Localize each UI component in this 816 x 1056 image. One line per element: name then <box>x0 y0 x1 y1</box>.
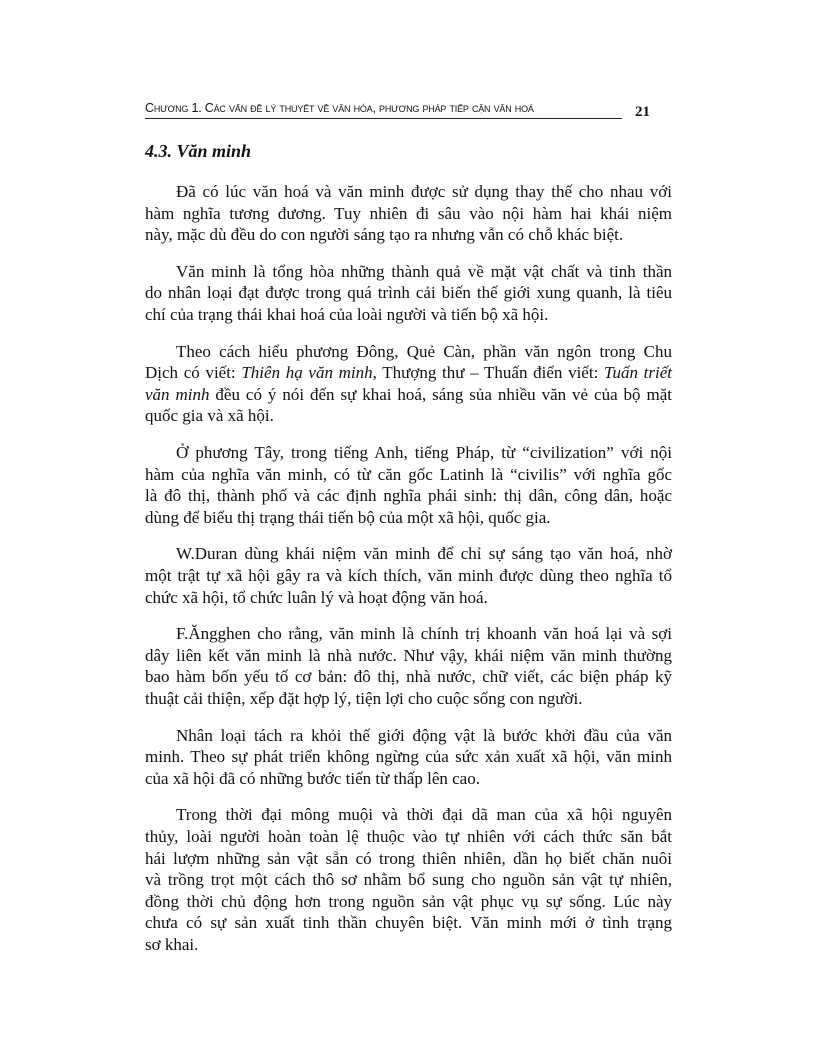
text-segment: W.Duran dùng khái niệm văn minh để chỉ sự sáng tạo văn hoá, nhờ <box>176 544 672 564</box>
text-segment: quốc gia và xã hội. <box>145 406 274 426</box>
text-segment: của xã hội đã có những bước tiến từ thấp lên cao. <box>145 768 480 788</box>
paragraph-line <box>176 804 672 826</box>
text-segment: minh. Theo sự phát triển không ngừng của sức xản xuất xã hội, văn minh <box>145 747 672 767</box>
page-number: 21 <box>635 104 650 120</box>
paragraph-line <box>145 934 672 956</box>
paragraph-line <box>145 224 672 246</box>
paragraph-line <box>145 891 672 913</box>
paragraph-line <box>145 405 672 427</box>
text-segment: hàm nghĩa tương đương. Tuy nhiên đi sâu vào nội hàm hai khái niệm <box>145 203 672 223</box>
paragraph-line <box>145 362 672 384</box>
text-segment: dây liên kết văn minh là nhà nước. Như vậy, khái niệm văn minh thường <box>145 645 672 665</box>
italic-text: văn minh <box>145 384 210 404</box>
text-segment: Ở phương Tây, trong tiếng Anh, tiếng Pháp, từ “civilization” với nội <box>176 443 672 462</box>
italic-text: Thiên hạ văn minh <box>241 363 373 383</box>
paragraph-line <box>176 623 672 645</box>
paragraph-line <box>176 181 672 203</box>
paragraph-line <box>145 666 672 688</box>
paragraph-line <box>145 688 672 710</box>
text-segment: chưa có sự sản xuất tinh thần chuyên biệt. Văn minh mới ở tình trạng <box>145 913 672 933</box>
paragraph-line <box>145 746 672 768</box>
paragraph-line <box>176 341 672 363</box>
section-heading: 4.3. Văn minh <box>145 141 252 161</box>
text-segment: Nhân loại tách ra khỏi thế giới động vật là bước khởi đầu của văn <box>176 725 672 745</box>
text-segment: bao hàm bốn yếu tố cơ bản: đô thị, nhà nước, chữ viết, các biện pháp kỹ <box>145 667 672 687</box>
text-segment: Văn minh là tổng hòa những thành quả về mặt vật chất và tinh thần <box>176 261 672 281</box>
paragraph-line <box>145 587 672 609</box>
paragraph-line <box>145 282 672 304</box>
paragraph-line <box>145 826 672 848</box>
text-segment: là đô thị, thành phố và các định nghĩa phái sinh: thị dân, công dân, hoặc <box>145 486 672 506</box>
text-segment: thuật cải thiện, xếp đặt hợp lý, tiện lợi cho cuộc sống con người. <box>145 689 583 708</box>
text-segment: hái lượm những sản vật sẵn có trong thiên nhiên, dần họ biết chăn nuôi <box>145 848 672 868</box>
text-segment: chức xã hội, tổ chức luân lý và hoạt động văn hoá. <box>145 587 488 607</box>
text-segment: này, mặc dù đều do con người sáng tạo ra nhưng vẫn có chỗ khác biệt. <box>145 225 624 245</box>
paragraph-line <box>145 912 672 934</box>
paragraph-line <box>145 645 672 667</box>
paragraph-line <box>176 442 672 464</box>
paragraph-line <box>145 507 672 529</box>
paragraph-line <box>145 485 672 507</box>
paragraph-line <box>145 203 672 225</box>
text-segment: và trồng trọt một cách thô sơ nhằm bổ sung cho nguồn sản vật tự nhiên, <box>145 870 672 890</box>
text-segment: hàm của nghĩa văn minh, có từ căn gốc Latinh là “civilis” với nghĩa gốc <box>145 464 672 484</box>
paragraph-line <box>145 869 672 891</box>
text-segment: F.Ăngghen cho rằng, văn minh là chính trị khoanh văn hoá lại và sợi <box>176 624 672 644</box>
italic-text: Tuấn triết <box>603 363 672 383</box>
text-segment: dùng để biểu thị trạng thái tiến bộ của một xã hội, quốc gia. <box>145 507 551 527</box>
paragraph-line <box>145 384 672 406</box>
running-header: Chương 1. Các vấn đề lý thuyết về văn hóa, phương pháp tiếp cận văn hoá <box>145 101 622 119</box>
paragraph-line <box>176 261 672 283</box>
text-segment: một trật tự xã hội gây ra và kích thích, văn minh được dùng theo nghĩa tổ <box>145 566 672 585</box>
paragraph-line <box>145 565 672 587</box>
paragraph-line <box>145 304 672 326</box>
text-segment: đều có ý nói đến sự khai hoá, sáng sủa nhiều văn vẻ của bộ mặt <box>209 384 672 404</box>
text-segment: đồng thời chủ động hơn trong nguồn sản vật phục vụ sự sống. Lúc này <box>145 891 672 911</box>
text-segment: Trong thời đại mông muội và thời đại dã man của xã hội nguyên <box>176 805 672 825</box>
paragraph-line <box>176 543 672 565</box>
text-segment: Dịch có viết: <box>145 363 242 383</box>
paragraph-line <box>176 725 672 747</box>
paragraph-line <box>145 768 672 790</box>
text-segment: do nhân loại đạt được trong quá trình cải biến thế giới xung quanh, là tiêu <box>145 283 672 303</box>
text-segment: , Thượng thư – Thuấn điển viết: <box>372 363 604 383</box>
text-segment: thủy, loài người hoàn toàn lệ thuộc vào tự nhiên với cách thức săn bắt <box>145 827 672 846</box>
paragraph-line <box>145 848 672 870</box>
text-segment: sơ khai. <box>145 935 199 954</box>
text-segment: Theo cách hiểu phương Đông, Quẻ Càn, phần văn ngôn trong Chu <box>176 341 672 361</box>
text-segment: chí của trạng thái khai hoá của loài người và tiến bộ xã hội. <box>145 305 549 324</box>
text-segment: Đã có lúc văn hoá và văn minh được sử dụng thay thế cho nhau với <box>176 182 672 201</box>
paragraph-line <box>145 464 672 486</box>
